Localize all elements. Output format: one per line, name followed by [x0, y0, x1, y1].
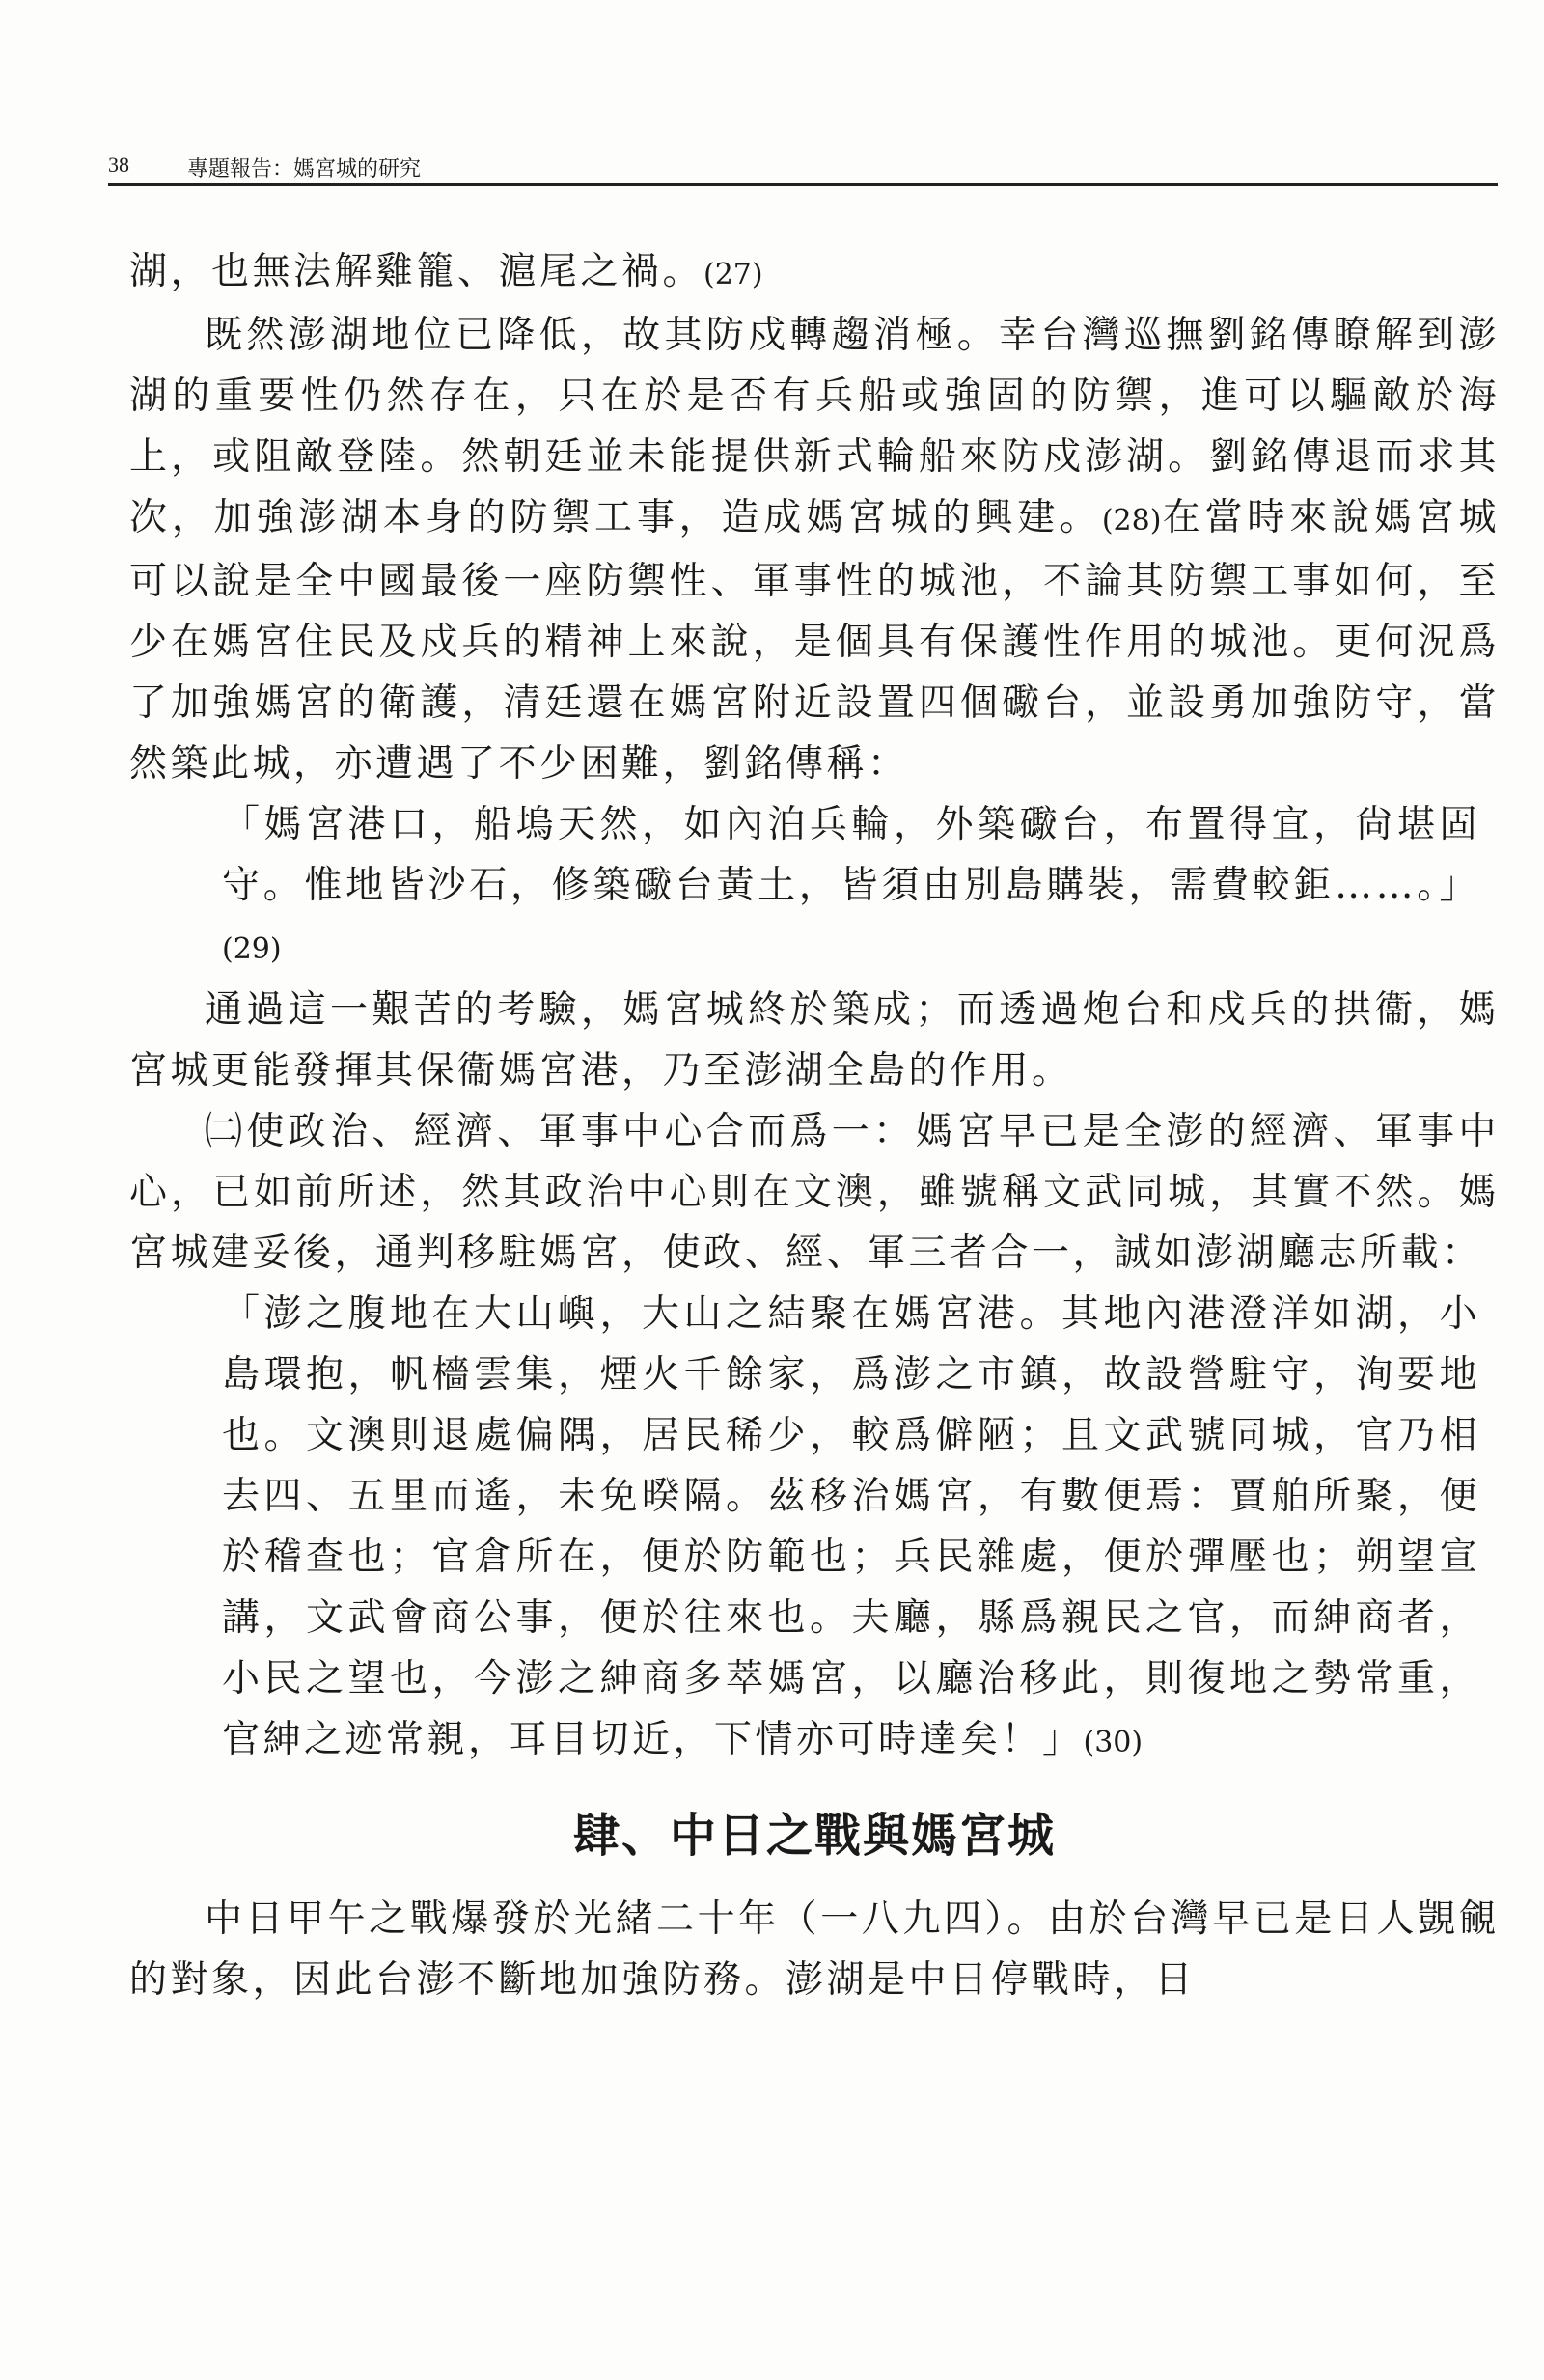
paragraph: 既然澎湖地位已降低，故其防戍轉趨消極。幸台灣巡撫劉銘傳瞭解到澎湖的重要性仍然存在，只在於是否有兵船或強固的防禦，進可以驅敵於海上，或阻敵登陸。然朝廷並未能提供新式輪船來防戍澎湖。劉銘傳退而求其次，加強澎湖本身的防禦工事，造成媽宮城的興建。(28)在當時來說媽宮城可以說是全中國最後一座防禦性、軍事性的城池，不論其防禦工事如何，至少在媽宮住民及戍兵的精神上來說，是個具有保護性作用的城池。更何況爲了加強媽宮的衛護，清廷還在媽宮附近設置四個礮台，並設勇加強防守，當然築此城，亦遭遇了不少困難，劉銘傳稱：	[129, 314, 1500, 786]
paragraph: 中日甲午之戰爆發於光緒二十年（一八九四）。由於台灣早已是日人覬覦的對象，因此台澎不斷地加強防務。澎湖是中日停戰時，日	[129, 1897, 1500, 2002]
running-title: 專題報告：媽宮城的研究	[187, 157, 422, 181]
paragraph: ㈡使政治、經濟、軍事中心合而爲一：媽宮早已是全澎的經濟、軍事中心，已如前所述，然其政治中心則在文澳，雖號稱文武同城，其實不然。媽宮城建妥後，通判移駐媽宮，使政、經、軍三者合一，誠如澎湖廳志所載：	[129, 1110, 1500, 1275]
page-number: 38	[108, 152, 129, 177]
paragraph: 通過這一艱苦的考驗，媽宮城終於築成；而透過炮台和戍兵的拱衞，媽宮城更能發揮其保衞媽宮港，乃至澎湖全島的作用。	[129, 988, 1500, 1093]
block-quote: 「媽宮港口，船塢天然，如內泊兵輪，外築礮台，布置得宜，尙堪固守。惟地皆沙石，修築礮台黃土，皆須由別島購裝，需費較鉅……。」(29)	[222, 803, 1480, 966]
paragraph-continuation: 湖，也無法解雞籠、滬尾之禍。(27)	[129, 250, 763, 293]
page-body	[129, 241, 1500, 2010]
footnote-ref: (27)	[703, 258, 763, 291]
section-heading: 肆、中日之戰與媽宮城	[572, 1809, 1056, 1863]
footnote-ref: (28)	[1101, 504, 1162, 538]
block-quote: 「澎之腹地在大山嶼，大山之結聚在媽宮港。其地內港澄洋如湖，小島環抱，帆檣雲集，煙火千餘家，爲澎之市鎮，故設營駐守，洵要地也。文澳則退處偏隅，居民稀少，較爲僻陋；且文武號同城，官乃相去四、五里而遙，未免暌隔。茲移治媽宮，有數便焉：賈舶所聚，便於稽查也；官倉所在，便於防範也；兵民雜處，便於彈壓也；朔望宣講，文武會商公事，便於往來也。夫廳，縣爲親民之官，而紳商者，小民之望也，今澎之紳商多萃媽宮，以廳治移此，則復地之勢常重，官紳之迹常親，耳目切近，下情亦可時達矣！」(30)	[222, 1292, 1480, 1761]
page-header	[108, 152, 1498, 186]
footnote-ref: (29)	[222, 932, 282, 966]
footnote-ref: (30)	[1083, 1726, 1144, 1759]
